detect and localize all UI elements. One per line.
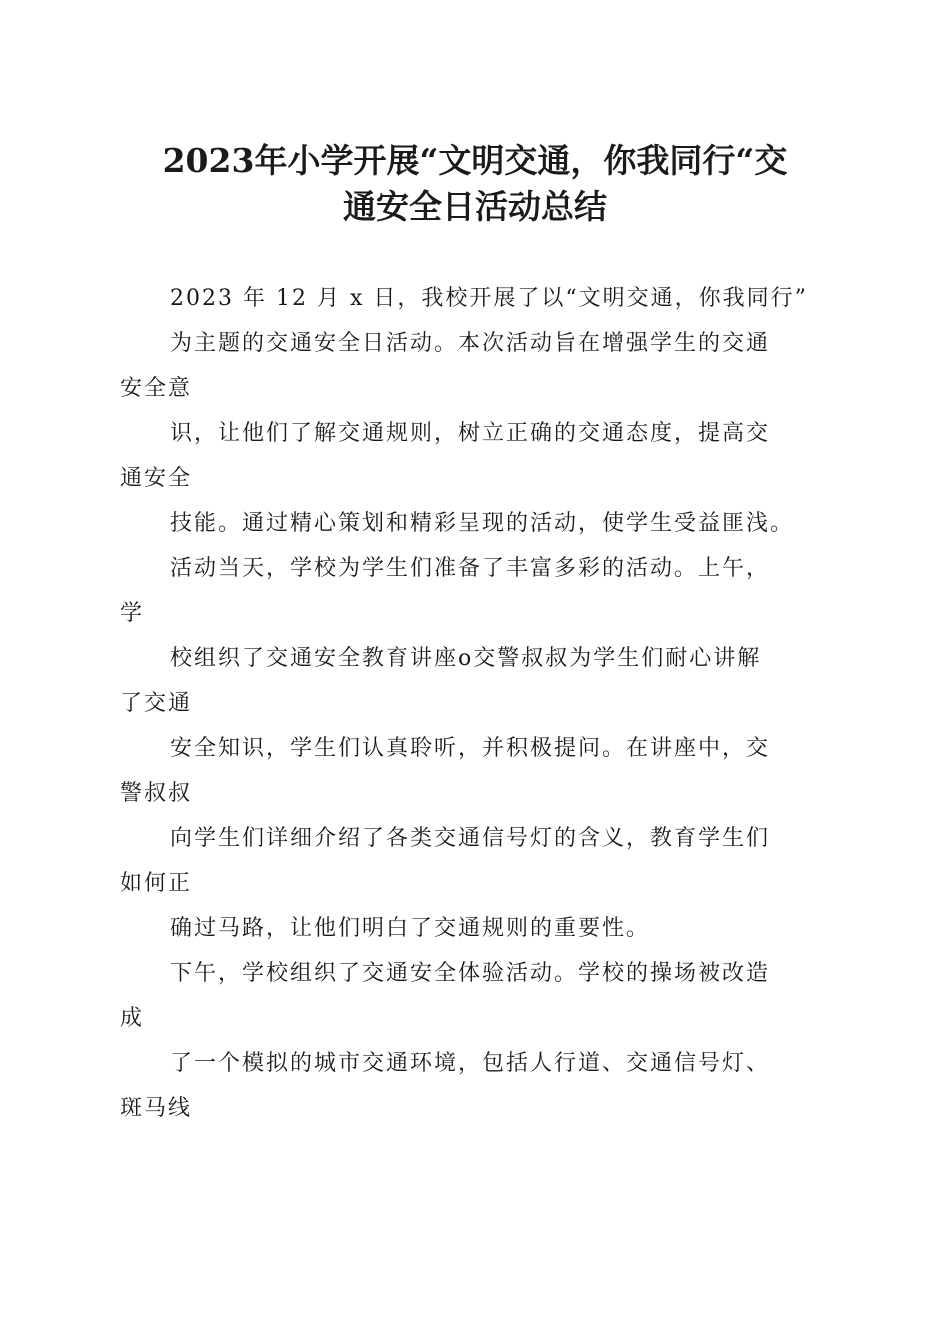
body-line: 为主题的交通安全日活动。本次活动旨在增强学生的交通 <box>170 331 771 356</box>
document-title-line-2: 通安全日活动总结 <box>343 187 607 226</box>
document-title-line-1: 2023年小学开展“文明交通，你我同行“交 <box>162 141 788 180</box>
body-line: 通安全 <box>120 466 193 491</box>
body-line: 学 <box>120 601 145 626</box>
body-line: 活动当天，学校为学生们准备了丰富多彩的活动。上午， <box>170 556 771 581</box>
body-line: 了一个模拟的城市交通环境，包括人行道、交通信号灯、 <box>170 1051 771 1076</box>
body-line: 技能。通过精心策划和精彩呈现的活动，使学生受益匪浅。 <box>170 511 795 536</box>
body-line: 成 <box>120 1006 145 1031</box>
body-line: 2023 年 12 月 x 日，我校开展了以“文明交通，你我同行” <box>170 286 808 311</box>
body-line: 了交通 <box>120 691 193 716</box>
body-line: 校组织了交通安全教育讲座o交警叔叔为学生们耐心讲解 <box>170 646 762 671</box>
body-line: 斑马线 <box>120 1096 193 1121</box>
body-line: 识，让他们了解交通规则，树立正确的交通态度，提高交 <box>170 421 771 446</box>
body-line: 安全知识，学生们认真聆听，并积极提问。在讲座中，交 <box>170 736 771 761</box>
body-line: 安全意 <box>120 376 193 401</box>
body-line: 向学生们详细介绍了各类交通信号灯的含义，教育学生们 <box>170 826 771 851</box>
body-line: 下午，学校组织了交通安全体验活动。学校的操场被改造 <box>170 961 771 986</box>
body-line: 确过马路，让他们明白了交通规则的重要性。 <box>170 916 651 941</box>
body-line: 警叔叔 <box>120 781 193 806</box>
body-line: 如何正 <box>120 871 193 896</box>
